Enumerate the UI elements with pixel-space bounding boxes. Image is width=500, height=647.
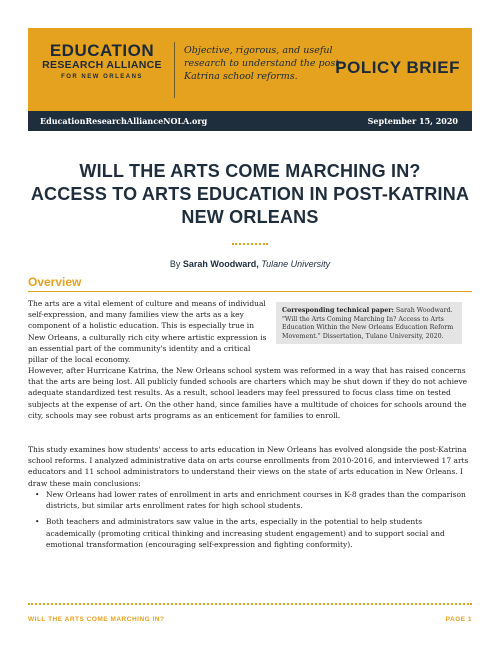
callout-text: Sarah Woodward. "Will the Arts Coming Marching In? Access to Arts Education Within the New Orleans Education Reform Movement." Dissertation, Tulane University, 2020. — [282, 307, 454, 340]
bullet-icon: • — [35, 490, 40, 499]
publish-date: September 15, 2020 — [367, 116, 458, 126]
title-line-3: NEW ORLEANS — [181, 207, 319, 227]
byline-prefix: By — [169, 259, 181, 269]
paragraph-study: This study examines how students' access to arts education in New Orleans has evolved alongside the post-Katrina school reforms. I analyzed administrative data on arts course enrollments from 2010-2016, and interviewed 17 arts educators and 11 school administrators to understand their views on the state of arts education in New Orleans. I draw these main conclusions: — [28, 445, 469, 488]
author-affiliation: Tulane University — [261, 259, 331, 269]
page-title — [28, 160, 472, 229]
paragraph-concerns: However, after Hurricane Katrina, the New Orleans school system was reformed in a way that has raised concerns that the arts are being lost. All publicly funded schools are charters which may be shut down if they do not achieve adequate standardized test results. As a result, school leaders may feel pressured to focus class time on tested subjects at the expense of art. On the other hand, since families have a multitude of choices for schools around the city, schools may see robust arts programs as an enticement for families to enroll. — [28, 366, 468, 420]
logo-line-2: RESEARCH ALLIANCE — [42, 59, 162, 71]
footer-title: WILL THE ARTS COME MARCHING IN? — [28, 616, 165, 623]
header-banner — [28, 28, 472, 111]
author-name: Sarah Woodward, — [182, 259, 259, 269]
list-item — [28, 489, 472, 511]
info-bar — [28, 111, 472, 131]
header-divider — [174, 42, 175, 98]
bullet-text: Both teachers and administrators saw value in the arts, especially in the potential to help students academically (promoting critical thinking and increasing student engagement) and to support social and emotional transformation (encouraging self-expression and fighting conformity). — [46, 517, 445, 549]
page-number: PAGE 1 — [445, 616, 472, 623]
conclusions-list — [28, 489, 472, 555]
website-link[interactable]: EducationResearchAllianceNOLA.org — [40, 116, 208, 126]
bullet-text: New Orleans had lower rates of enrollment in arts and enrichment courses in K-8 grades than the comparison districts, but similar arts enrollment rates for high school students. — [46, 490, 466, 511]
title-dotted-divider — [232, 243, 268, 245]
section-rule — [28, 291, 472, 292]
paragraph-intro: The arts are a vital element of culture and means of individual self-expression, and many families view the arts as a key component of a holistic education. This is especially true in New Orleans, a culturally rich city where artistic expression is an essential part of the community's identity and a critical pillar of the local economy. — [28, 299, 267, 365]
section-heading: Overview — [28, 275, 82, 289]
technical-paper-callout — [276, 302, 462, 344]
footer-dotted-rule — [28, 603, 472, 605]
byline — [28, 259, 472, 269]
logo-line-1: EDUCATION — [49, 41, 155, 60]
era-logo[interactable] — [38, 42, 166, 82]
callout-label: Corresponding technical paper: — [282, 307, 394, 314]
title-line-1: WILL THE ARTS COME MARCHING IN? — [79, 161, 421, 181]
title-line-2: ACCESS TO ARTS EDUCATION IN POST-KATRINA — [30, 184, 470, 204]
list-item — [28, 516, 472, 550]
doc-type-label: POLICY BRIEF — [335, 58, 460, 77]
bullet-icon: • — [35, 517, 40, 527]
tagline: Objective, rigorous, and useful research to understand the post-Katrina school reforms. — [184, 45, 343, 82]
logo-line-3: FOR NEW ORLEANS — [61, 74, 143, 80]
